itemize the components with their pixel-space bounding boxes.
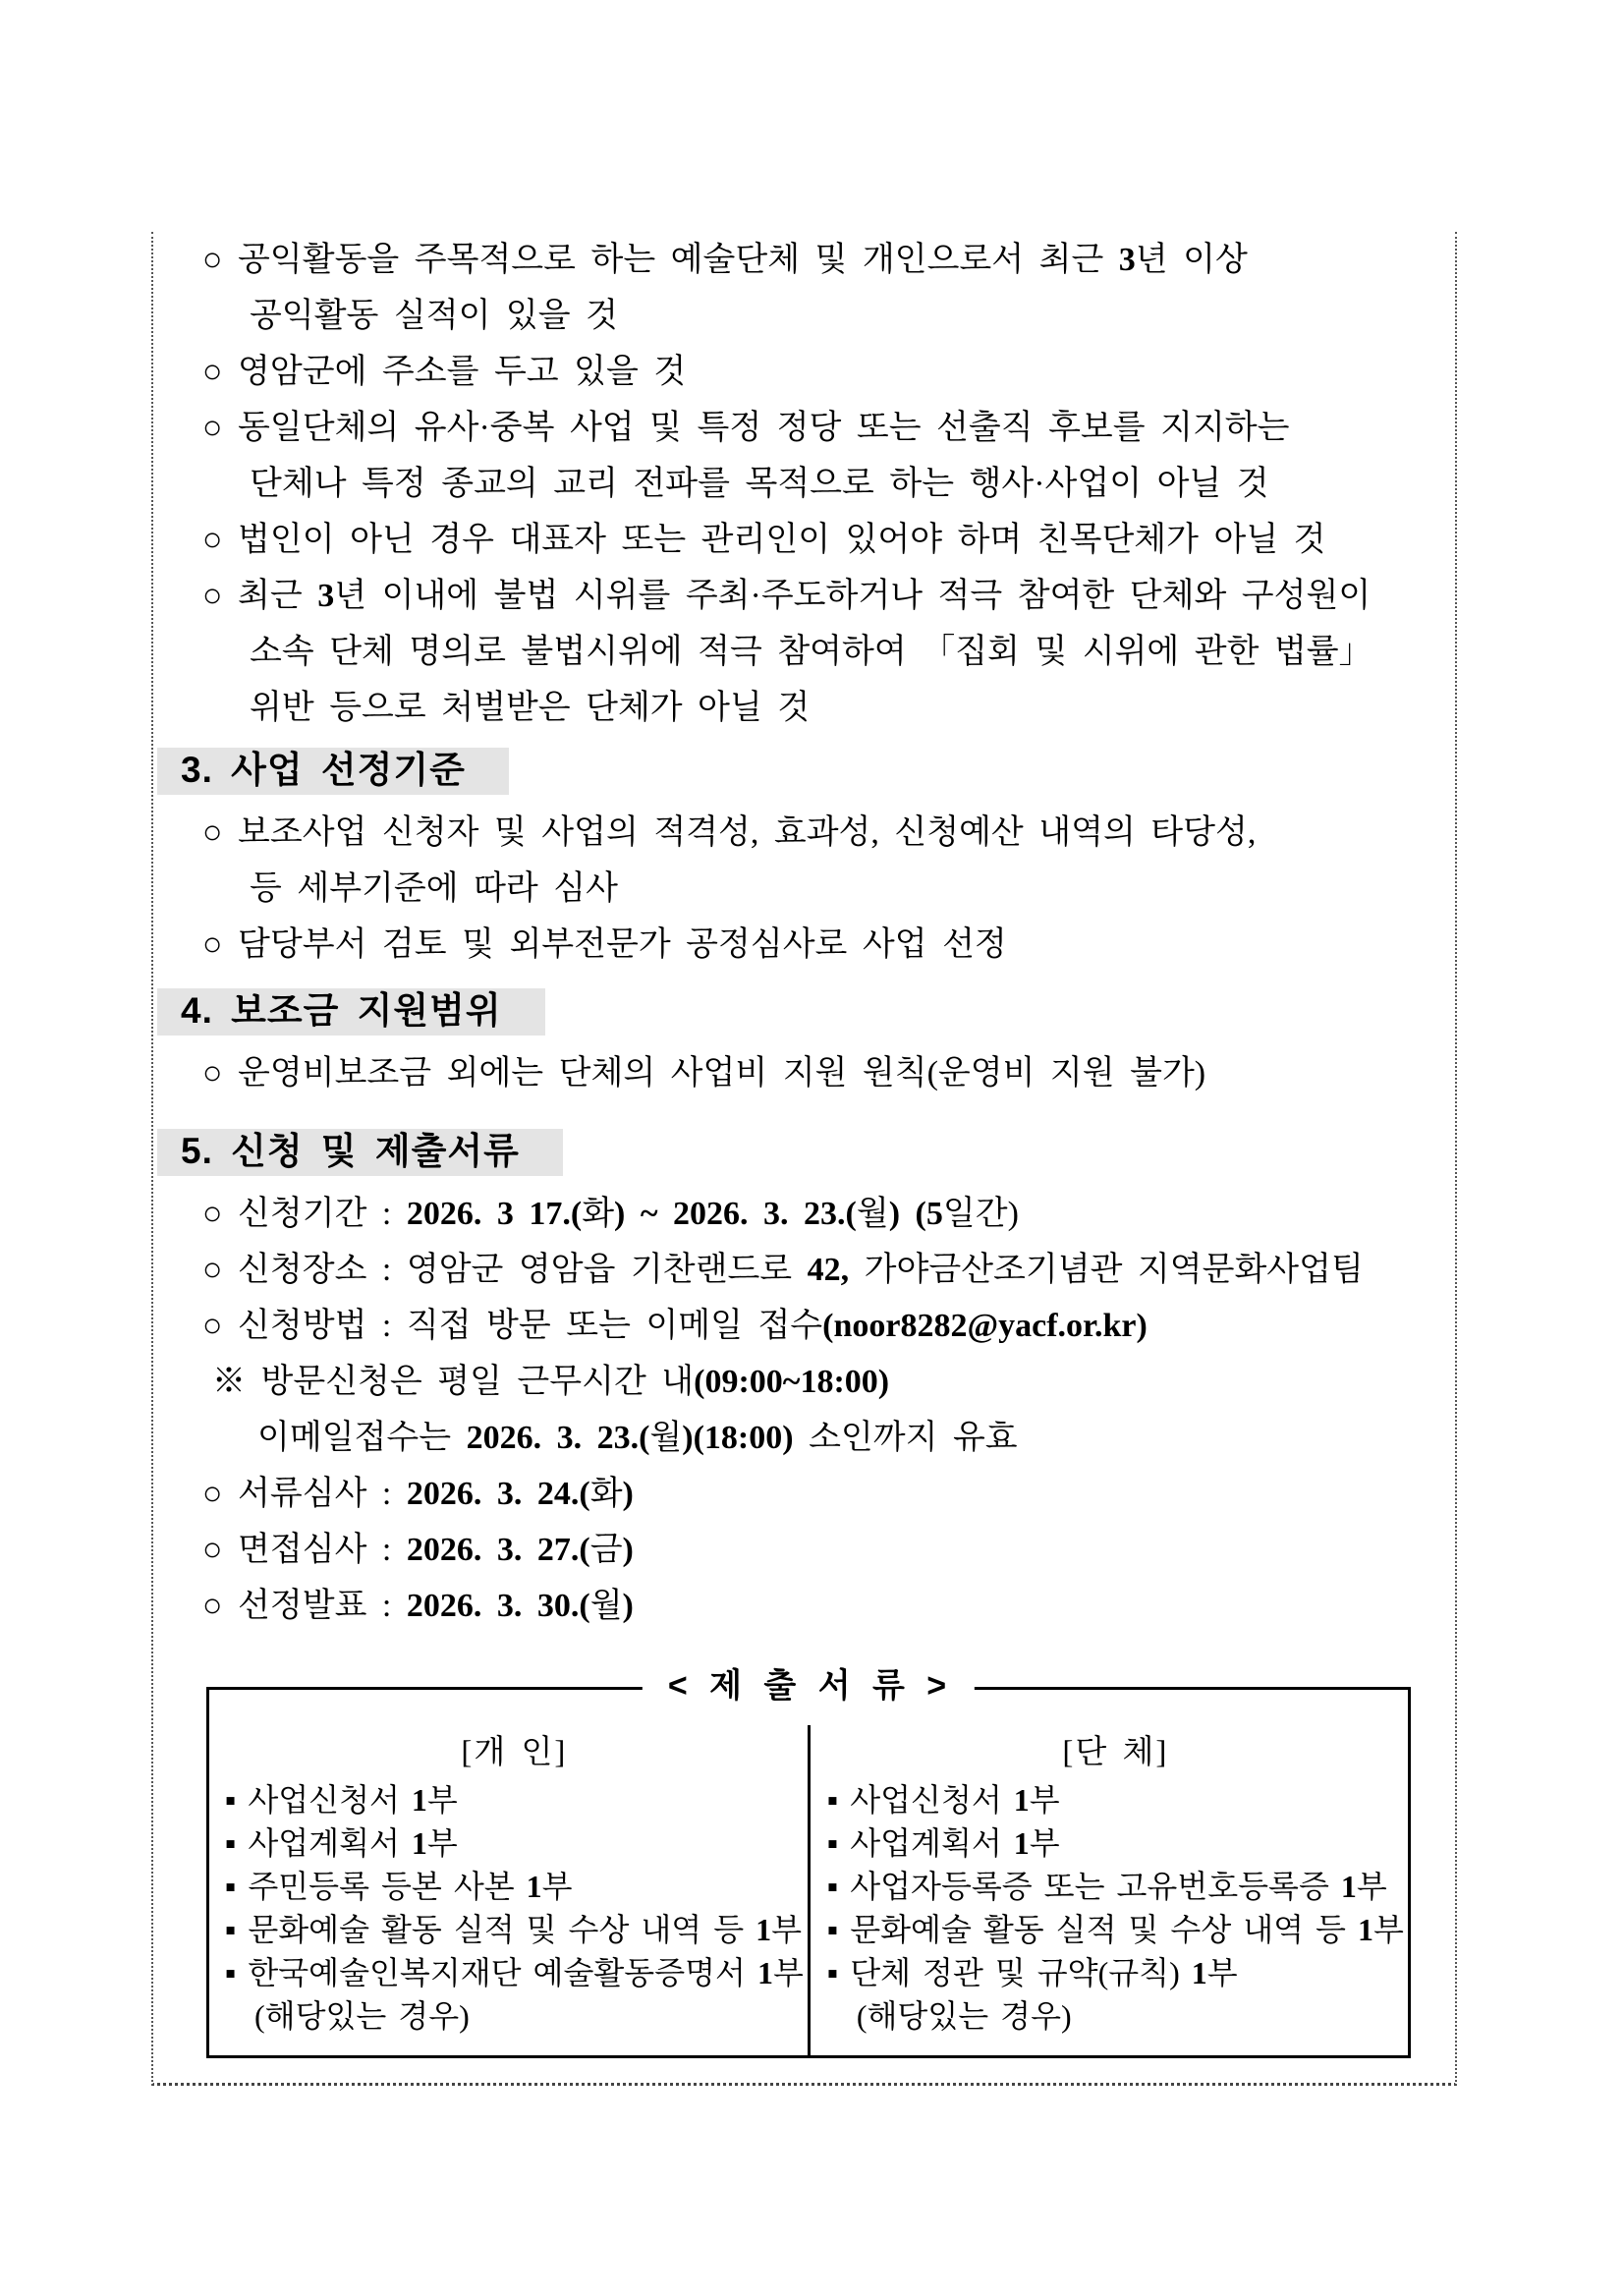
document-content bbox=[153, 232, 1455, 2058]
eligibility-item-4: ○ 법인이 아닌 경우 대표자 또는 관리인이 있어야 하며 친목단체가 아닐 것 bbox=[202, 522, 1326, 558]
individual-doc-4: ▪ 문화예술 활동 실적 및 수상 내역 등 1부 bbox=[225, 1912, 803, 1947]
selection-criteria-1-cont: 등 세부기준에 따라 심사 bbox=[250, 870, 618, 907]
application-period-line: ○ 신청기간 : 2026. 3 17.(화) ~ 2026. 3. 23.(월) (5일간) bbox=[202, 1196, 1019, 1232]
organization-doc-1: ▪ 사업신청서 1부 bbox=[826, 1782, 1060, 1818]
eligibility-item-5-cont2: 위반 등으로 처벌받은 단체가 아닐 것 bbox=[250, 690, 811, 726]
document-review-date-line: ○ 서류심사 : 2026. 3. 24.(화) bbox=[202, 1476, 634, 1512]
section-3-heading: 3. 사업 선정기준 bbox=[157, 748, 509, 795]
individual-doc-3: ▪ 주민등록 등본 사본 1부 bbox=[225, 1869, 573, 1904]
eligibility-item-2: ○ 영암군에 주소를 두고 있을 것 bbox=[202, 354, 687, 390]
visit-hours-note: ※ 방문신청은 평일 근무시간 내(09:00~18:00) bbox=[212, 1364, 890, 1400]
eligibility-item-5: ○ 최근 3년 이내에 불법 시위를 주최·주도하거나 적극 참여한 단체와 구성원이 bbox=[202, 578, 1372, 614]
interview-date-line: ○ 면접심사 : 2026. 3. 27.(금) bbox=[202, 1532, 634, 1568]
organization-doc-4: ▪ 문화예술 활동 실적 및 수상 내역 등 1부 bbox=[826, 1912, 1404, 1947]
organization-column-header: [단 체] bbox=[1062, 1735, 1169, 1770]
application-place-line: ○ 신청장소 : 영암군 영암읍 기찬랜드로 42, 가야금산조기념관 지역문화사업팀 bbox=[202, 1252, 1364, 1288]
eligibility-item-5-cont1: 소속 단체 명의로 불법시위에 적극 참여하여 「집회 및 시위에 관한 법률」 bbox=[250, 634, 1372, 670]
announcement-date-line: ○ 선정발표 : 2026. 3. 30.(월) bbox=[202, 1588, 634, 1624]
subsidy-scope-item: ○ 운영비보조금 외에는 단체의 사업비 지원 원칙(운영비 지원 불가) bbox=[202, 1055, 1206, 1092]
individual-column-header: [개 인] bbox=[461, 1735, 568, 1770]
section-4-heading: 4. 보조금 지원범위 bbox=[157, 988, 545, 1036]
application-method-line: ○ 신청방법 : 직접 방문 또는 이메일 접수(noor8282@yacf.or.kr) bbox=[202, 1308, 1148, 1344]
organization-doc-5: ▪ 단체 정관 및 규약(규칙) 1부 bbox=[826, 1955, 1238, 1990]
organization-doc-2: ▪ 사업계획서 1부 bbox=[826, 1825, 1060, 1861]
selection-criteria-2: ○ 담당부서 검토 및 외부전문가 공정심사로 사업 선정 bbox=[202, 926, 1007, 963]
submission-documents-title: < 제 출 서 류 > bbox=[643, 1664, 975, 1708]
individual-doc-2: ▪ 사업계획서 1부 bbox=[225, 1825, 458, 1861]
eligibility-item-1-cont: 공익활동 실적이 있을 것 bbox=[250, 298, 618, 334]
eligibility-item-3-cont: 단체나 특정 종교의 교리 전파를 목적으로 하는 행사·사업이 아닐 것 bbox=[250, 466, 1269, 502]
selection-criteria-1: ○ 보조사업 신청자 및 사업의 적격성, 효과성, 신청예산 내역의 타당성, bbox=[202, 814, 1257, 851]
individual-doc-1: ▪ 사업신청서 1부 bbox=[225, 1782, 458, 1818]
organization-column bbox=[812, 1690, 1412, 2055]
organization-doc-3: ▪ 사업자등록증 또는 고유번호등록증 1부 bbox=[826, 1869, 1387, 1904]
page-frame bbox=[151, 232, 1457, 2086]
individual-column bbox=[209, 1690, 812, 2055]
section-5-heading: 5. 신청 및 제출서류 bbox=[157, 1129, 563, 1176]
eligibility-item-1: ○ 공익활동을 주목적으로 하는 예술단체 및 개인으로서 최근 3년 이상 bbox=[202, 242, 1248, 278]
submission-documents-box bbox=[206, 1667, 1411, 2058]
column-divider bbox=[808, 1725, 811, 2055]
individual-doc-5-note: (해당있는 경우) bbox=[254, 1998, 470, 2034]
organization-doc-5-note: (해당있는 경우) bbox=[856, 1998, 1072, 2034]
individual-doc-5: ▪ 한국예술인복지재단 예술활동증명서 1부 bbox=[225, 1955, 804, 1990]
eligibility-item-3: ○ 동일단체의 유사·중복 사업 및 특정 정당 또는 선출직 후보를 지지하는 bbox=[202, 410, 1290, 446]
email-deadline-note: 이메일접수는 2026. 3. 23.(월)(18:00) 소인까지 유효 bbox=[257, 1420, 1018, 1456]
